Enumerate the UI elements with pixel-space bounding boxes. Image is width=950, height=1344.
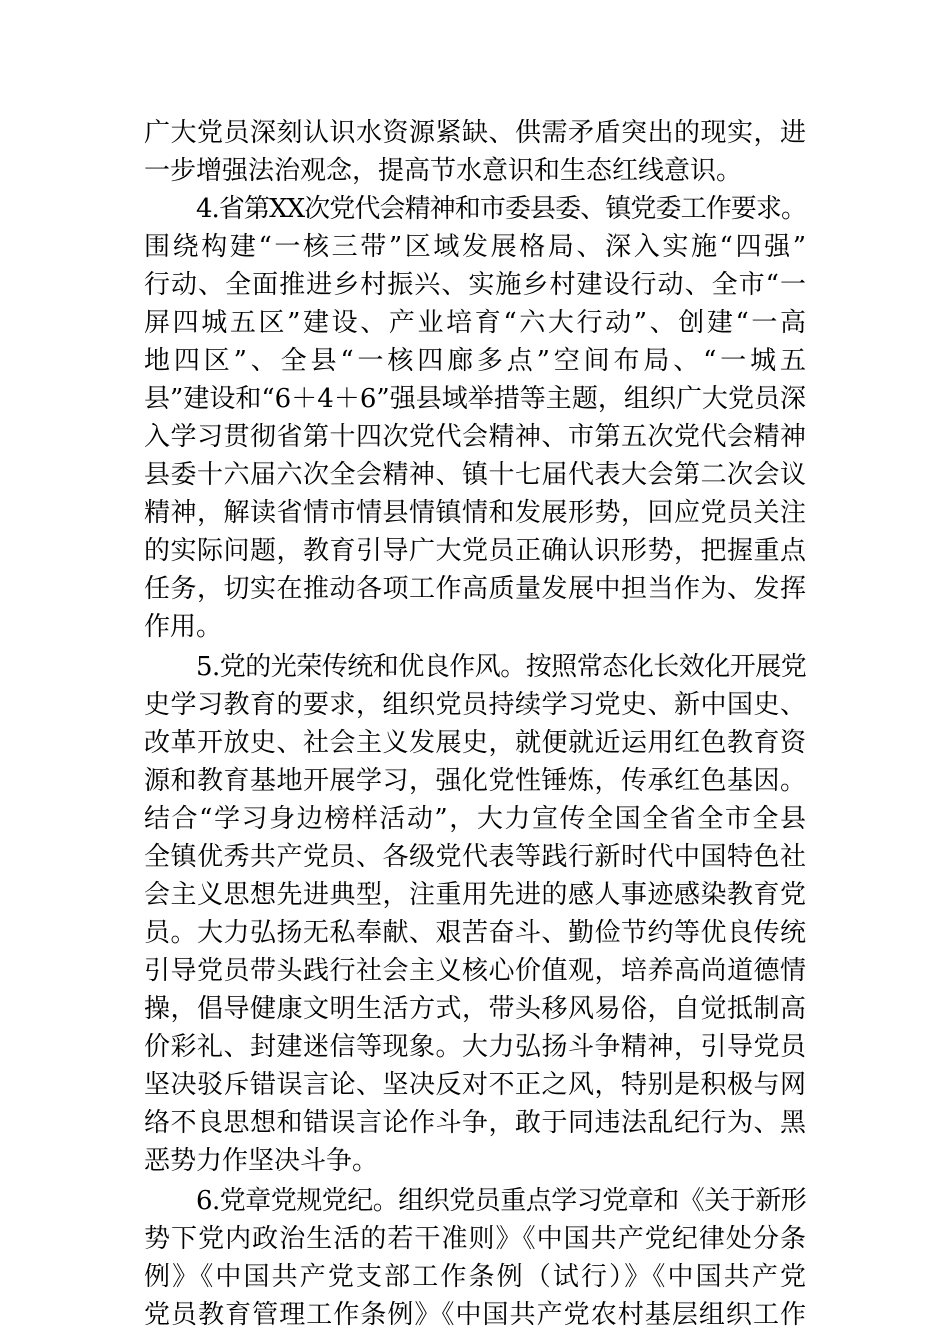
text-line: 员。大力弘扬无私奉献、艰苦奋斗、勤俭节约等优良传统	[144, 918, 806, 948]
text-line: 的实际问题，教育引导广大党员正确认识形势，把握重点	[144, 536, 806, 566]
text-line: 县”建设和“6＋4＋6”强县域举措等主题，组织广大党员深	[144, 384, 806, 414]
text-line: 价彩礼、封建迷信等现象。大力弘扬斗争精神，引导党员	[144, 1032, 806, 1062]
text-line: 络不良思想和错误言论作斗争，敢于同违法乱纪行为、黑	[144, 1108, 806, 1138]
text-line: 行动、全面推进乡村振兴、实施乡村建设行动、全市“一	[144, 270, 806, 300]
text-line: 围绕构建“一核三带”区域发展格局、深入实施“四强”	[144, 232, 806, 262]
text-line: 屏四城五区”建设、产业培育“六大行动”、创建“一高	[144, 308, 806, 338]
text-line: 精神，解读省情市情县情镇情和发展形势，回应党员关注	[144, 498, 806, 528]
text-line: 一步增强法治观念，提高节水意识和生态红线意识。	[144, 156, 743, 186]
text-line: 恶势力作坚决斗争。	[144, 1146, 379, 1176]
text-line: 县委十六届六次全会精神、镇十七届代表大会第二次会议	[144, 460, 806, 490]
text-line: 全镇优秀共产党员、各级党代表等践行新时代中国特色社	[144, 842, 806, 872]
text-line: 党员教育管理工作条例》《中国共产党农村基层组织工作	[144, 1300, 806, 1330]
text-line: 会主义思想先进典型，注重用先进的感人事迹感染教育党	[144, 880, 806, 910]
text-line: 作用。	[144, 612, 223, 642]
text-line: 入学习贯彻省第十四次党代会精神、市第五次党代会精神	[144, 422, 806, 452]
paragraph-heading-6: 6.党章党规党纪。组织党员重点学习党章和《关于新形	[196, 1186, 807, 1216]
text-line: 势下党内政治生活的若干准则》《中国共产党纪律处分条	[144, 1224, 806, 1254]
paragraph-heading-5: 5.党的光荣传统和优良作风。按照常态化长效化开展党	[196, 652, 807, 682]
text-line: 结合“学习身边榜样活动”，大力宣传全国全省全市全县	[144, 804, 806, 834]
text-line: 史学习教育的要求，组织党员持续学习党史、新中国史、	[144, 690, 806, 720]
text-line: 改革开放史、社会主义发展史，就便就近运用红色教育资	[144, 728, 806, 758]
text-line: 任务，切实在推动各项工作高质量发展中担当作为、发挥	[144, 574, 806, 604]
text-line: 坚决驳斥错误言论、坚决反对不正之风，特别是积极与网	[144, 1070, 806, 1100]
text-line: 广大党员深刻认识水资源紧缺、供需矛盾突出的现实，进	[144, 118, 806, 148]
text-line: 引导党员带头践行社会主义核心价值观，培养高尚道德情	[144, 956, 806, 986]
paragraph-heading-4: 4.省第XX次党代会精神和市委县委、镇党委工作要求。	[196, 194, 806, 224]
text-line: 源和教育基地开展学习，强化党性锤炼，传承红色基因。	[144, 766, 806, 796]
text-line: 操，倡导健康文明生活方式，带头移风易俗，自觉抵制高	[144, 994, 806, 1024]
text-line: 地四区”、全县“一核四廊多点”空间布局、“一城五	[144, 346, 806, 376]
text-line: 例》《中国共产党支部工作条例（试行）》《中国共产党	[144, 1262, 806, 1292]
